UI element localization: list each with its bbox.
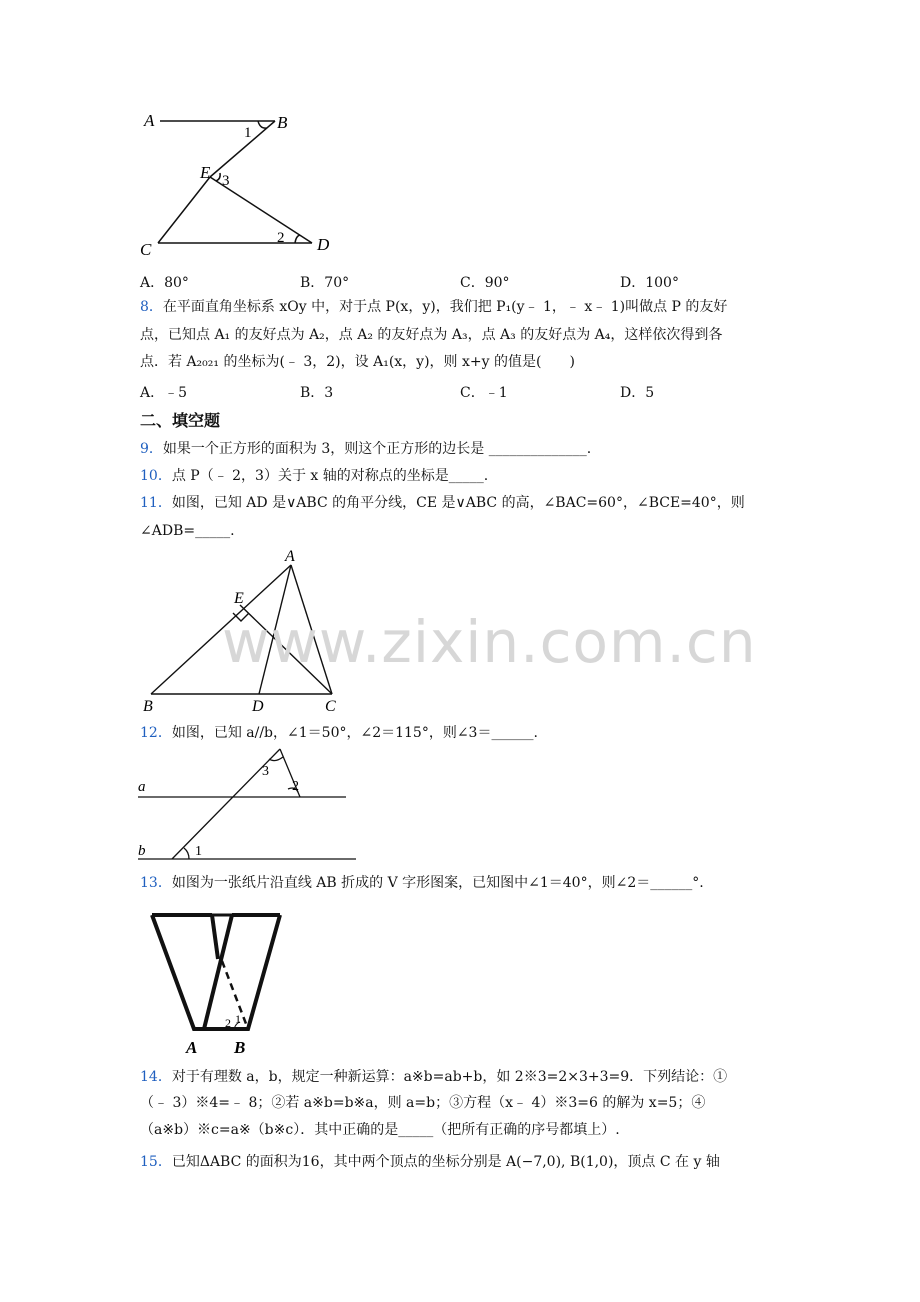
q9-number: 9． xyxy=(140,441,163,457)
watermark: www.zixin.com.cn xyxy=(222,608,757,676)
label-B: B xyxy=(277,113,288,132)
q13-text: 如图为一张纸片沿直线 AB 折成的 V 字形图案，已知图中∠1＝40°，则∠2＝______°. xyxy=(171,875,704,891)
q14-number: 14． xyxy=(140,1069,172,1085)
label-A: A xyxy=(144,111,155,130)
q15-text: 已知ΔABC 的面积为16，其中两个顶点的坐标分别是 A(−7,0), B(1,0)，顶点 C 在 y 轴 xyxy=(171,1154,720,1170)
label-a: a xyxy=(138,779,146,795)
angle-3: 3 xyxy=(262,764,269,779)
q14-line2: （﹣ 3）※4=﹣ 8；②若 a※b=b※a，则 a=b；③方程（x﹣ 4）※3=6 的解为 x=5；④ xyxy=(140,1095,706,1111)
q7-option-c: C．90° xyxy=(460,275,510,291)
q8-option-d: D．5 xyxy=(620,385,655,401)
q8-number: 8． xyxy=(140,299,163,315)
q10-text: 点 P（﹣ 2，3）关于 x 轴的对称点的坐标是_____. xyxy=(171,468,489,484)
angle-2: 2 xyxy=(225,1016,231,1030)
q10-line xyxy=(140,466,488,486)
q8-text-1: 在平面直角坐标系 xOy 中，对于点 P(x，y)，我们把 P₁(y﹣ 1，﹣ x﹣ 1)叫做点 P 的友好 xyxy=(162,299,728,315)
q7-option-b: B．70° xyxy=(300,275,350,291)
q9-text: 如果一个正方形的面积为 3，则这个正方形的边长是 ______________. xyxy=(162,441,592,457)
q7-option-d: D．100° xyxy=(620,275,679,291)
q11-number: 11． xyxy=(140,495,172,511)
label-D: D xyxy=(317,235,330,254)
label-C: C xyxy=(325,698,336,715)
q15-line xyxy=(140,1152,720,1172)
q12-line xyxy=(140,723,538,743)
q14-text-1: 对于有理数 a，b，规定一种新运算：a※b=ab+b，如 2※3=2×3+3=9．下列结论：① xyxy=(171,1069,728,1085)
q12-text: 如图，已知 a//b，∠1＝50°，∠2＝115°，则∠3＝______. xyxy=(171,725,538,741)
angle-2: 2 xyxy=(292,779,299,794)
label-A: A xyxy=(186,1038,198,1057)
q15-number: 15． xyxy=(140,1154,172,1170)
label-b: b xyxy=(138,843,146,859)
label-D: D xyxy=(252,698,264,715)
q8-option-b: B．3 xyxy=(300,385,334,401)
q12-number: 12． xyxy=(140,725,172,741)
label-E: E xyxy=(200,163,211,182)
q13-line xyxy=(140,873,704,893)
angle-3: 3 xyxy=(222,173,230,189)
angle-1: 1 xyxy=(195,844,202,859)
q8-line2: 点，已知点 A₁ 的友好点为 A₂，点 A₂ 的友好点为 A₃，点 A₃ 的友好点为 A₄，这样依次得到各 xyxy=(140,327,723,343)
section-heading: 二、填空题 xyxy=(140,411,221,430)
figure-q13 xyxy=(140,905,290,1057)
q10-number: 10． xyxy=(140,468,172,484)
angle-1: 1 xyxy=(244,125,252,141)
q14-line1 xyxy=(140,1067,727,1087)
q8-option-a: A．﹣5 xyxy=(140,385,188,401)
q7-option-a: A．80° xyxy=(140,275,189,291)
label-E: E xyxy=(234,590,244,607)
q13-number: 13． xyxy=(140,875,172,891)
q8-line3: 点．若 A₂₀₂₁ 的坐标为(﹣ 3，2)，设 A₁(x，y)，则 x+y 的值是( ) xyxy=(140,354,575,370)
label-C: C xyxy=(140,240,152,259)
q11-line1 xyxy=(140,493,745,513)
label-B: B xyxy=(143,698,153,715)
label-B: B xyxy=(234,1038,246,1057)
q8-option-c: C．﹣1 xyxy=(460,385,508,401)
figure-q7 xyxy=(130,105,350,265)
angle-2: 2 xyxy=(277,230,285,246)
figure-q12 xyxy=(132,745,362,865)
label-A: A xyxy=(285,548,295,565)
angle-1: 1 xyxy=(235,1012,241,1026)
q14-line3: （a※b）※c=a※（b※c）．其中正确的是_____（把所有正确的序号都填上）. xyxy=(140,1122,620,1138)
q9-line xyxy=(140,439,591,459)
q11-text-1: 如图，已知 AD 是∨ABC 的角平分线，CE 是∨ABC 的高，∠BAC=60°，∠BCE=40°，则 xyxy=(171,495,745,511)
q8-line1 xyxy=(140,297,727,317)
q11-line2: ∠ADB=_____. xyxy=(140,523,235,539)
